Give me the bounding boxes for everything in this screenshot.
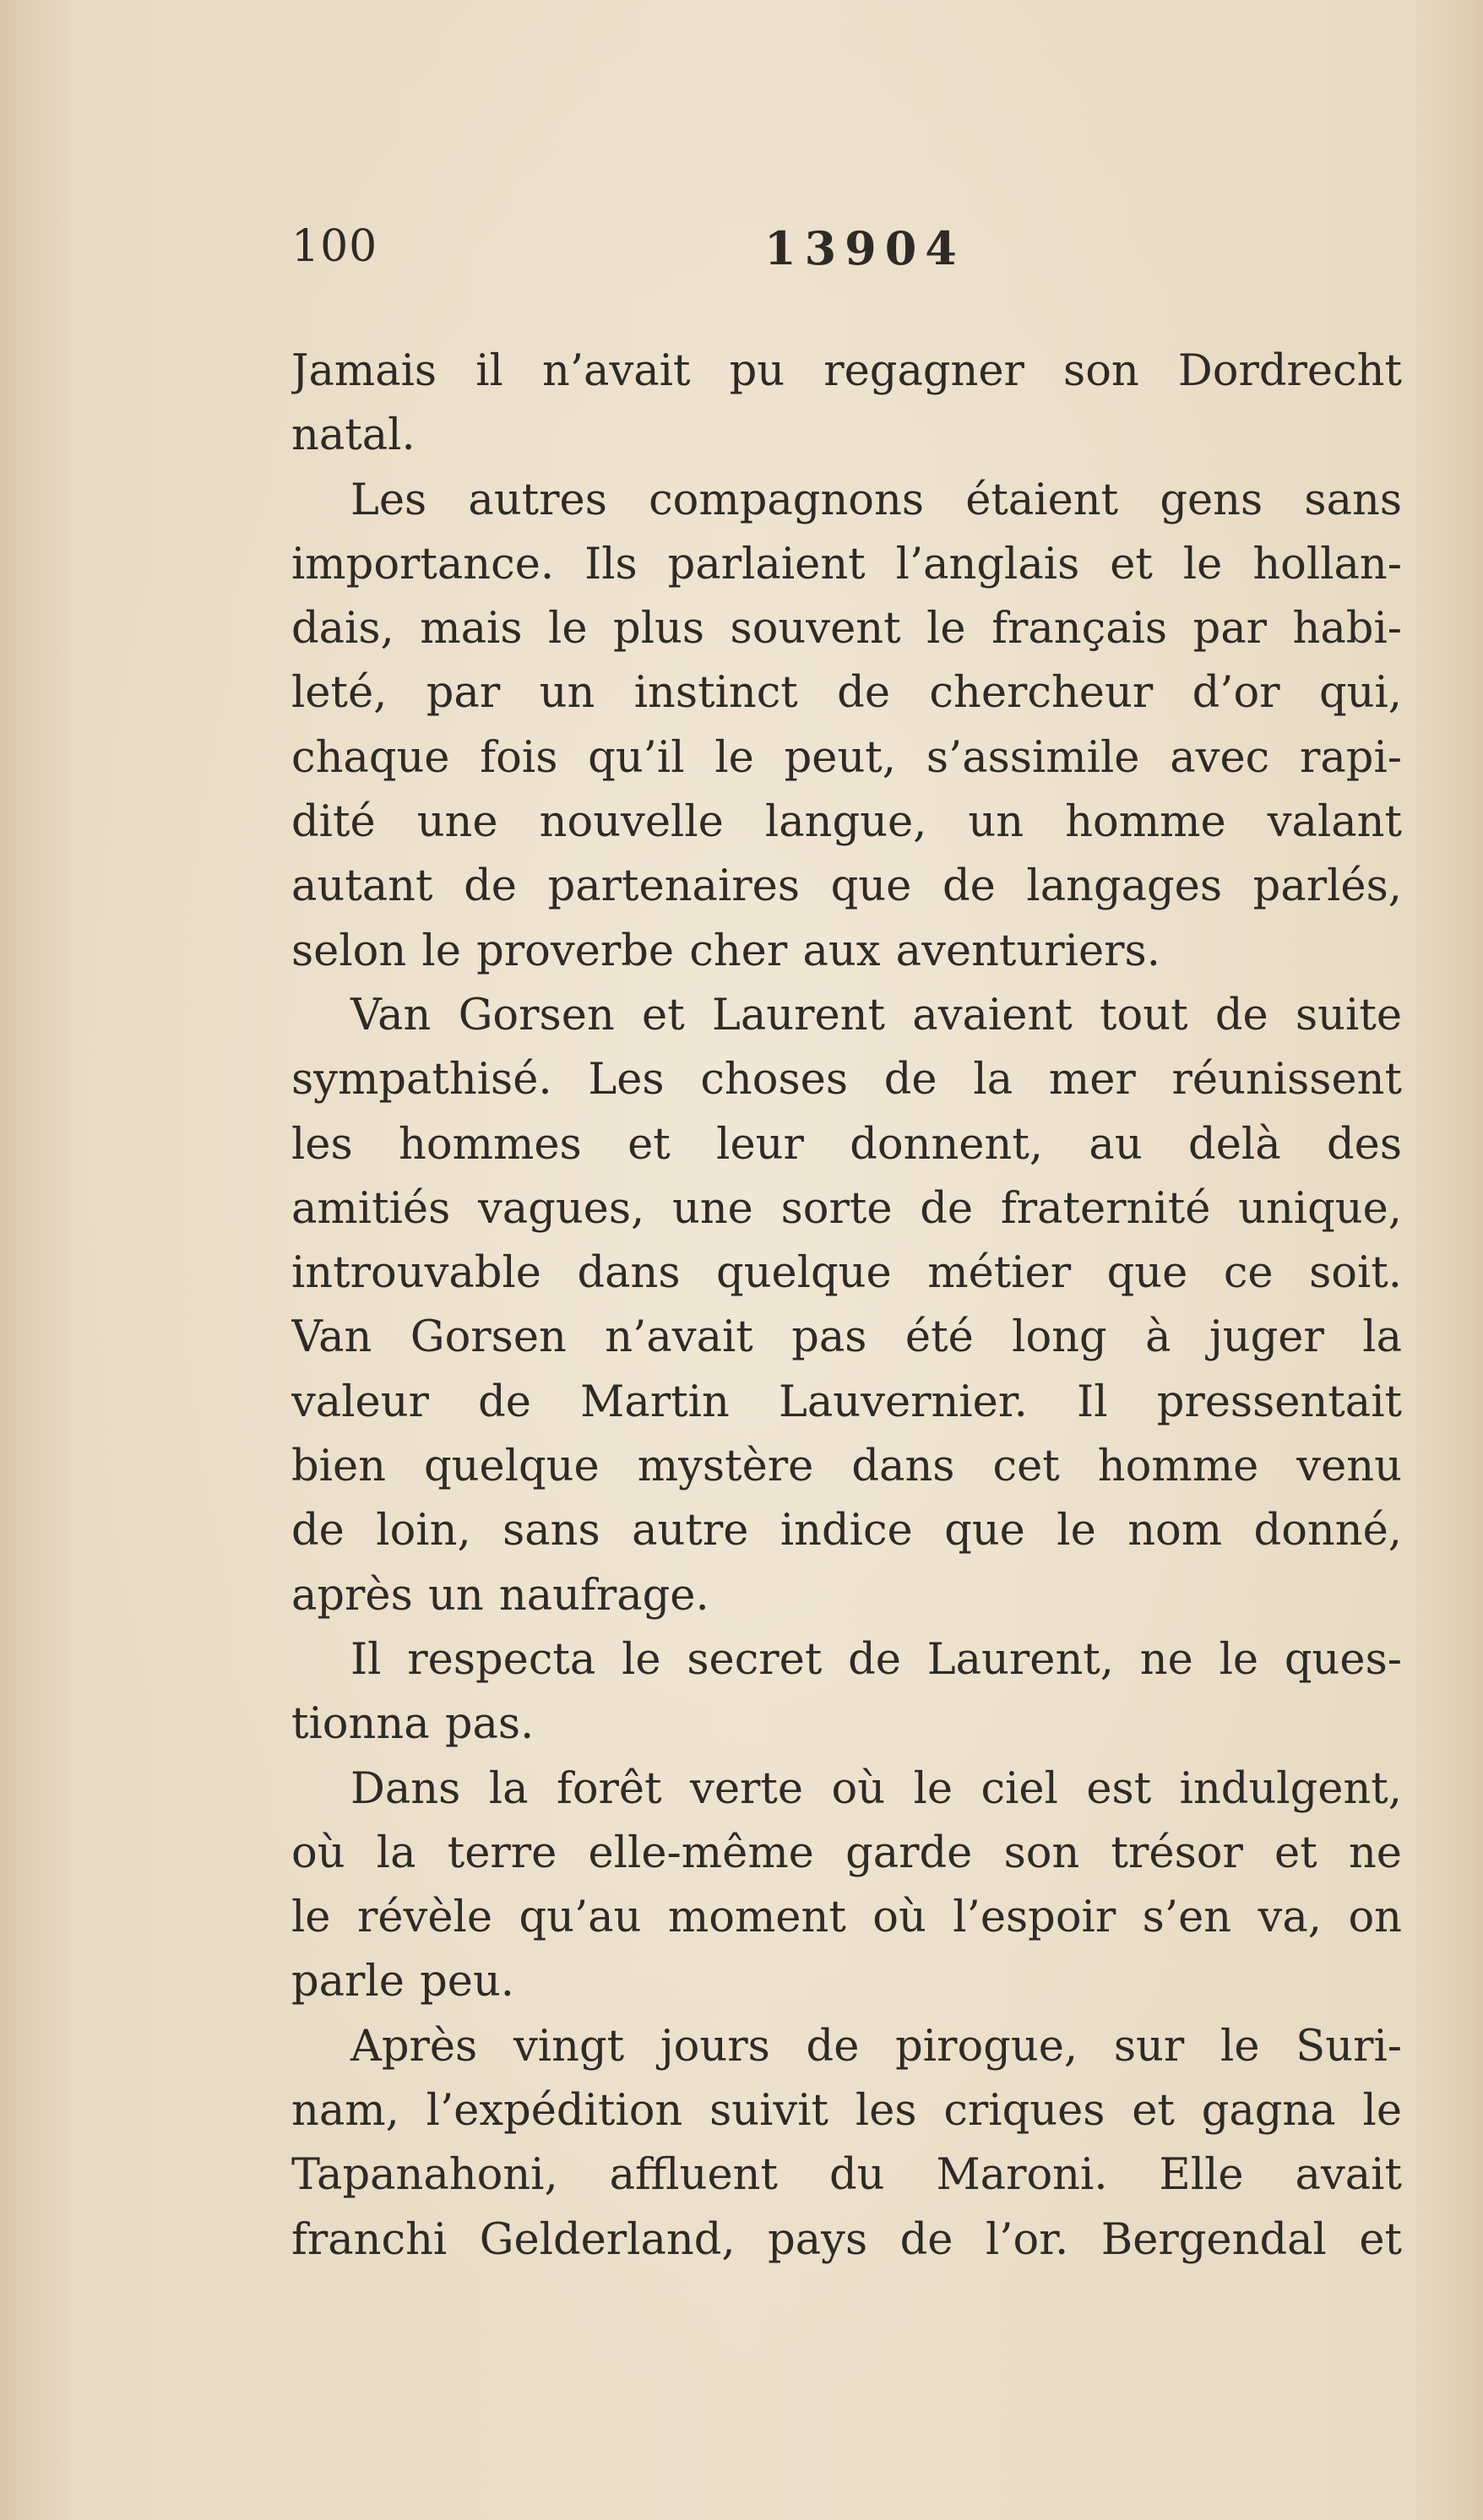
text-line: valeur de Martin Lauvernier. Il pressentait (291, 1377, 1402, 1427)
page-number: 100 (291, 221, 378, 272)
text-line: Les autres compagnons étaient gens sans (350, 475, 1402, 525)
text-line: parle peu. (291, 1957, 515, 2007)
text-line: importance. Ils parlaient l’anglais et le hollan- (291, 539, 1402, 589)
text-line: tionna pas. (291, 1699, 535, 1750)
body-text (291, 339, 1402, 2273)
text-line: nam, l’expédition suivit les criques et gagna le (291, 2086, 1402, 2137)
text-line: sympathisé. Les choses de la mer réunissent (291, 1055, 1402, 1105)
text-line: chaque fois qu’il le peut, s’assimile avec rapi- (291, 732, 1402, 783)
text-line: les hommes et leur donnent, au delà des (291, 1119, 1402, 1170)
text-line: le révèle qu’au moment où l’espoir s’en va, on (291, 1893, 1402, 1943)
page-header (291, 221, 1153, 289)
running-title: 13904 (764, 221, 965, 275)
text-line: dais, mais le plus souvent le français par habi- (291, 604, 1402, 654)
text-line: amitiés vagues, une sorte de fraternité unique, (291, 1183, 1402, 1234)
text-line: Jamais il n’avait pu regagner son Dordrecht (291, 346, 1402, 396)
text-line: après un naufrage. (291, 1570, 709, 1621)
text-line: autant de partenaires que de langages parlés, (291, 861, 1402, 912)
text-line: Dans la forêt verte où le ciel est indulgent, (350, 1763, 1402, 1814)
text-line: Van Gorsen n’avait pas été long à juger la (291, 1312, 1402, 1363)
text-line: selon le proverbe cher aux aventuriers. (291, 926, 1160, 976)
text-line: de loin, sans autre indice que le nom donné, (291, 1506, 1402, 1556)
text-line: leté, par un instinct de chercheur d’or qui, (291, 668, 1402, 719)
text-line: Tapanahoni, affluent du Maroni. Elle avait (291, 2150, 1402, 2201)
text-line: Il respecta le secret de Laurent, ne le ques- (350, 1634, 1402, 1685)
text-line: natal. (291, 410, 416, 461)
text-line: Après vingt jours de pirogue, sur le Suri- (350, 2021, 1402, 2072)
text-line: où la terre elle-même garde son trésor et ne (291, 1828, 1402, 1878)
text-line: bien quelque mystère dans cet homme venu (291, 1442, 1402, 1492)
text-line: dité une nouvelle langue, un homme valant (291, 797, 1402, 848)
text-line: franchi Gelderland, pays de l’or. Bergendal et (291, 2214, 1402, 2265)
text-line: Van Gorsen et Laurent avaient tout de suite (350, 990, 1402, 1040)
text-line: introuvable dans quelque métier que ce soit. (291, 1248, 1402, 1299)
